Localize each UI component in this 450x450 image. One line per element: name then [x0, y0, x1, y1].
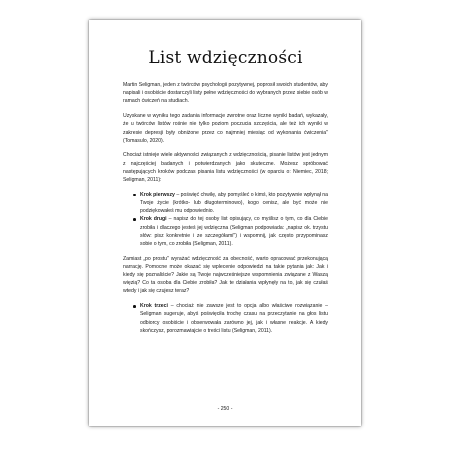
list-item-step-3	[133, 302, 328, 335]
paragraph-2: Uzyskane w wyniku tego zadania informacje zwrotne oraz liczne wyniki badań, wykazały, że u twórców listów rośnie nie tylko poziom poczucia szczęścia, ale też ich wyniki w zakresie depresji były obniżone przez co najmniej miesiąc od wykonania ćwiczenia" (Tomasulo, 2020).	[123, 113, 328, 144]
step-text: – napisz do tej osoby list opisujący, co myślisz o tym, co dla Ciebie zrobiła i dlaczego jesteś jej wdzięczna (Seligman podpowiada: „napisz ok. trzystu słów: pisz konkretnie i ze szczegółami") i wspomnij, jak często przypominasz sobie o tym, co zrobiła (Seligman, 2011).	[140, 216, 328, 247]
step-label: Krok trzeci	[140, 303, 168, 310]
bullet-icon	[133, 218, 136, 221]
paragraph-3: Chociaż istnieje wiele aktywności związanych z wdzięcznością, pisanie listów jest jednym z najczęściej badanych i potwierdzanych jako skuteczne. Możesz spróbować następujących kroków podczas pisania listu wdzięczności (w oparciu o: Niemiec, 2018; Seligman, 2011):	[123, 152, 328, 184]
bullet-icon	[133, 194, 136, 197]
step-label: Krok pierwszy	[140, 191, 175, 198]
page-title: List wdzięczności	[148, 48, 303, 68]
steps-list-1	[123, 191, 328, 248]
step-text: – poświęć chwilę, aby pomyśleć o kimś, kto pozytywnie wpłynął na Twoje życie (krótko- lub długoterminowo), kogo cenisz, ale być może nie podziękowałeś mu odpowiednio.	[140, 191, 329, 215]
page-number: - 250 -	[217, 406, 233, 412]
paragraph-4: Zamiast „po prostu" wyrażać wdzięczność za obecność, warto opracować przekonującą narrację. Pomocne może okazać się wplecenie odpowiedzi na takie pytania jak: Jak i kiedy się poznaliście? Jakie są Twoje najwcześniejsze wspomnienia związane z Waszą więzią? Co ta osoba dla Ciebie zrobiła? Jak te działania wpłynęły na to, jak się czułaś wtedy i jak się czujesz teraz?	[123, 255, 328, 295]
steps-list-2	[123, 302, 328, 335]
bullet-icon	[133, 305, 136, 308]
document-page	[89, 20, 361, 426]
paragraph-1: Martin Seligman, jeden z twórców psychologii pozytywnej, poprosił swoich studentów, aby napisali i osobiście dostarczyli listy pełne wdzięczności do wybranych przez siebie osób w ramach ćwiczeń na studiach.	[123, 82, 328, 105]
step-label: Krok drugi	[140, 216, 167, 223]
list-item-step-1	[133, 191, 328, 216]
step-text: – chociaż nie zawsze jest to opcja albo właściwe rozwiązanie – Seligman sugeruje, abyś poświęciła trochę czasu na przeczytanie na głos listu odbiorcy osobiście i obserwowała zarówno jej, jak i własne reakcje. A kiedy skończysz, porozmawiajcie o treści listu (Seligman, 2011).	[140, 303, 328, 334]
list-item-step-2	[133, 215, 328, 248]
